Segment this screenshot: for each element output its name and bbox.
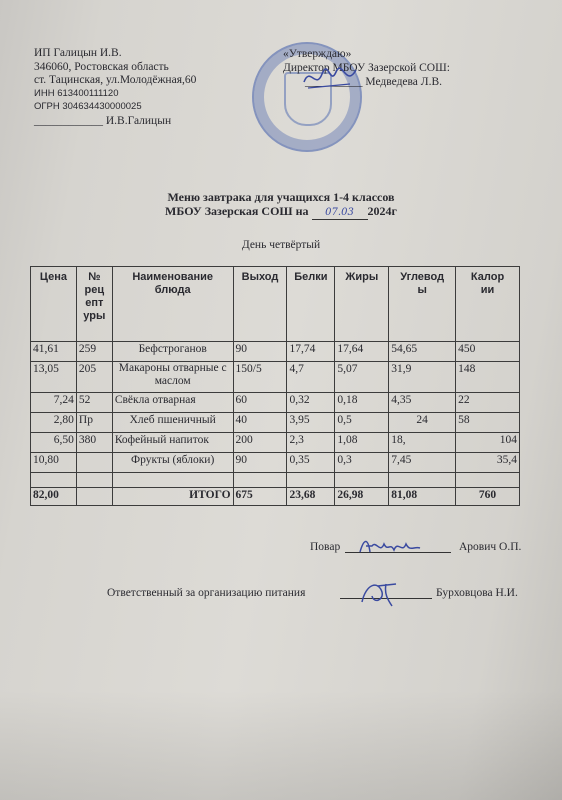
cell-calories: 450 [456, 342, 520, 362]
cell-price: 41,61 [31, 342, 77, 362]
issuer-inn: ИНН 613400111120 [34, 87, 119, 99]
cell-yield: 90 [233, 342, 287, 362]
cell-recipe: 380 [76, 433, 112, 453]
table-row [31, 393, 520, 413]
cell-recipe [76, 453, 112, 473]
cell-fats: 0,5 [335, 413, 389, 433]
cell-proteins: 0,32 [287, 393, 335, 413]
cell-recipe: Пр [76, 413, 112, 433]
cell-calories: 104 [456, 433, 520, 453]
menu-year: 2024г [367, 204, 397, 218]
cell-price: 2,80 [31, 413, 77, 433]
director-signer: __________ Медведева Л.В. [305, 76, 443, 88]
table-header-row [31, 267, 520, 342]
cell-proteins: 0,35 [287, 453, 335, 473]
cell-proteins: 3,95 [287, 413, 335, 433]
table-row [31, 362, 520, 393]
cell-fats: 0,3 [335, 453, 389, 473]
table-row [31, 433, 520, 453]
cell-fats: 17,64 [335, 342, 389, 362]
menu-subtitle [0, 204, 562, 220]
cell-price: 6,50 [31, 433, 77, 453]
cook-signature [356, 532, 426, 558]
school-name: МБОУ Зазерская СОШ на [165, 204, 309, 218]
total-calories: 760 [456, 488, 520, 506]
cell-fats: 5,07 [335, 362, 389, 393]
issuer-signature-line: ____________ И.В.Галицын [34, 114, 172, 127]
cell-price: 13,05 [31, 362, 77, 393]
responsible-signature [356, 576, 406, 610]
table-total-row [31, 488, 520, 506]
cell-proteins: 17,74 [287, 342, 335, 362]
table-row-empty [31, 473, 520, 488]
approve-label: «Утверждаю» [283, 48, 352, 60]
total-proteins: 23,68 [287, 488, 335, 506]
menu-title: Меню завтрака для учащихся 1-4 классов [167, 190, 395, 204]
cell-yield: 150/5 [233, 362, 287, 393]
director-position: Директор МБОУ Зазерской СОШ: [283, 62, 450, 74]
cell-dish: Фрукты (яблоки) [112, 453, 233, 473]
cook-name: Арович О.П. [459, 541, 522, 553]
total-fats: 26,98 [335, 488, 389, 506]
cell-calories: 58 [456, 413, 520, 433]
cell-calories: 22 [456, 393, 520, 413]
header-fats: Жиры [335, 267, 389, 342]
header-yield: Выход [233, 267, 287, 342]
cell-price: 7,24 [31, 393, 77, 413]
cell-carbs: 24 [389, 413, 456, 433]
cell-dish: Хлеб пшеничный [112, 413, 233, 433]
cell-dish: Свёкла отварная [112, 393, 233, 413]
cell-yield: 60 [233, 393, 287, 413]
total-price: 82,00 [31, 488, 77, 506]
menu-date: 07.03 [312, 207, 368, 220]
total-label: ИТОГО [112, 488, 233, 506]
table-row [31, 342, 520, 362]
header-carbs: Углевод ы [389, 267, 456, 342]
cell-recipe: 52 [76, 393, 112, 413]
cell-yield: 90 [233, 453, 287, 473]
header-dish-name: Наименование блюда [112, 267, 233, 342]
cell-calories: 35,4 [456, 453, 520, 473]
header-calories: Калор ии [456, 267, 520, 342]
cell-fats: 1,08 [335, 433, 389, 453]
cell-recipe: 205 [76, 362, 112, 393]
issuer-address-2: ст. Тацинская, ул.Молодёжная,60 [34, 74, 197, 86]
cell-proteins: 2,3 [287, 433, 335, 453]
cell-dish: Кофейный напиток [112, 433, 233, 453]
cell-yield: 200 [233, 433, 287, 453]
cell-carbs: 54,65 [389, 342, 456, 362]
cell-yield: 40 [233, 413, 287, 433]
table-row [31, 453, 520, 473]
total-yield: 675 [233, 488, 287, 506]
cell-carbs: 31,9 [389, 362, 456, 393]
cell-carbs: 7,45 [389, 453, 456, 473]
issuer-name: ИП Галицын И.В. [34, 47, 122, 59]
cell-dish: Бефстроганов [112, 342, 233, 362]
table-row [31, 413, 520, 433]
director-signature [300, 60, 360, 94]
cell-carbs: 4,35 [389, 393, 456, 413]
header-price: Цена [31, 267, 77, 342]
cell-proteins: 4,7 [287, 362, 335, 393]
cell-price: 10,80 [31, 453, 77, 473]
total-carbs: 81,08 [389, 488, 456, 506]
header-recipe-no: № рец епт уры [76, 267, 112, 342]
cell-recipe: 259 [76, 342, 112, 362]
cell-fats: 0,18 [335, 393, 389, 413]
cell-carbs: 18, [389, 433, 456, 453]
cell-calories: 148 [456, 362, 520, 393]
issuer-ogrn: ОГРН 304634430000025 [34, 101, 142, 112]
issuer-address-1: 346060, Ростовская область [34, 60, 169, 73]
day-label: День четвёртый [241, 239, 321, 251]
menu-table [30, 266, 520, 506]
total-recipe [76, 488, 112, 506]
responsible-label: Ответственный за организацию питания [107, 587, 306, 599]
header-proteins: Белки [287, 267, 335, 342]
responsible-name: Бурховцова Н.И. [436, 587, 518, 599]
issuer-block [34, 46, 196, 127]
cook-label: Повар [310, 541, 341, 553]
cell-dish: Макароны отварные с маслом [112, 362, 233, 393]
photo-shadow [0, 690, 562, 800]
